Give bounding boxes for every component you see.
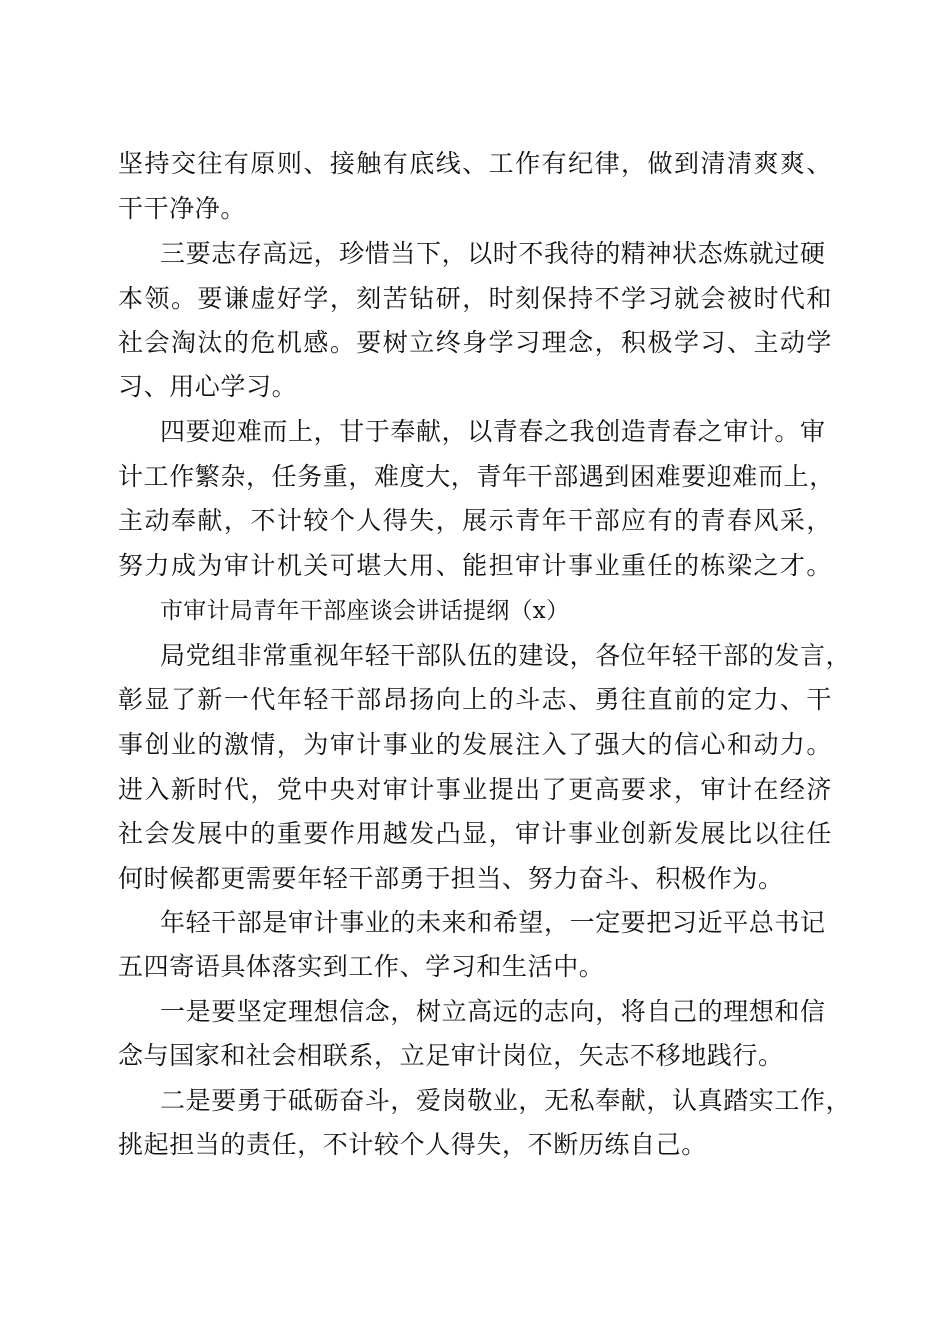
text-line: 一是要坚定理想信念，树立高远的志向，将自己的理想和信: [160, 997, 826, 1026]
text-line: 年轻干部是审计事业的未来和希望，一定要把习近平总书记: [160, 908, 826, 937]
text-line: 进入新时代，党中央对审计事业提出了更高要求，审计在经济: [118, 775, 832, 804]
text-line: 干干净净。: [118, 194, 247, 223]
text-line: 二是要勇于砥砺奋斗，爱岗敬业，无私奉献，认真踏实工作，: [160, 1086, 852, 1115]
text-line: 五四寄语具体落实到工作、学习和生活中。: [118, 952, 605, 981]
text-line: 挑起担当的责任，不计较个人得失，不断历练自己。: [118, 1130, 707, 1159]
text-line: 坚持交往有原则、接触有底线、工作有纪律，做到清清爽爽、: [118, 149, 832, 178]
text-line: 三要志存高远，珍惜当下，以时不我待的精神状态炼就过硬: [160, 239, 826, 268]
text-line: 习、用心学习。: [118, 372, 298, 401]
text-line: 本领。要谦虚好学，刻苦钻研，时刻保持不学习就会被时代和: [118, 284, 832, 313]
text-line: 主动奉献，不计较个人得失，展示青年干部应有的青春风采，: [118, 506, 832, 535]
text-line: 何时候都更需要年轻干部勇于担当、努力奋斗、积极作为。: [118, 864, 784, 893]
text-line: 彰显了新一代年轻干部昂扬向上的斗志、勇往直前的定力、干: [118, 685, 832, 714]
text-line: 念与国家和社会相联系，立足审计岗位，矢志不移地践行。: [118, 1041, 784, 1070]
section-title: 市审计局青年干部座谈会讲话提纲（x）: [160, 598, 570, 624]
text-line: 局党组非常重视年轻干部队伍的建设，各位年轻干部的发言，: [160, 641, 852, 670]
text-line: 社会发展中的重要作用越发凸显，审计事业创新发展比以往任: [118, 819, 832, 848]
text-line: 计工作繁杂，任务重，难度大，青年干部遇到困难要迎难而上，: [118, 462, 835, 491]
text-line: 努力成为审计机关可堪大用、能担审计事业重任的栋梁之才。: [118, 551, 832, 580]
text-line: 事创业的激情，为审计事业的发展注入了强大的信心和动力。: [118, 730, 832, 759]
text-line: 社会淘汰的危机感。要树立终身学习理念，积极学习、主动学: [118, 328, 832, 357]
text-line: 四要迎难而上，甘于奉献，以青春之我创造青春之审计。审: [160, 417, 826, 446]
